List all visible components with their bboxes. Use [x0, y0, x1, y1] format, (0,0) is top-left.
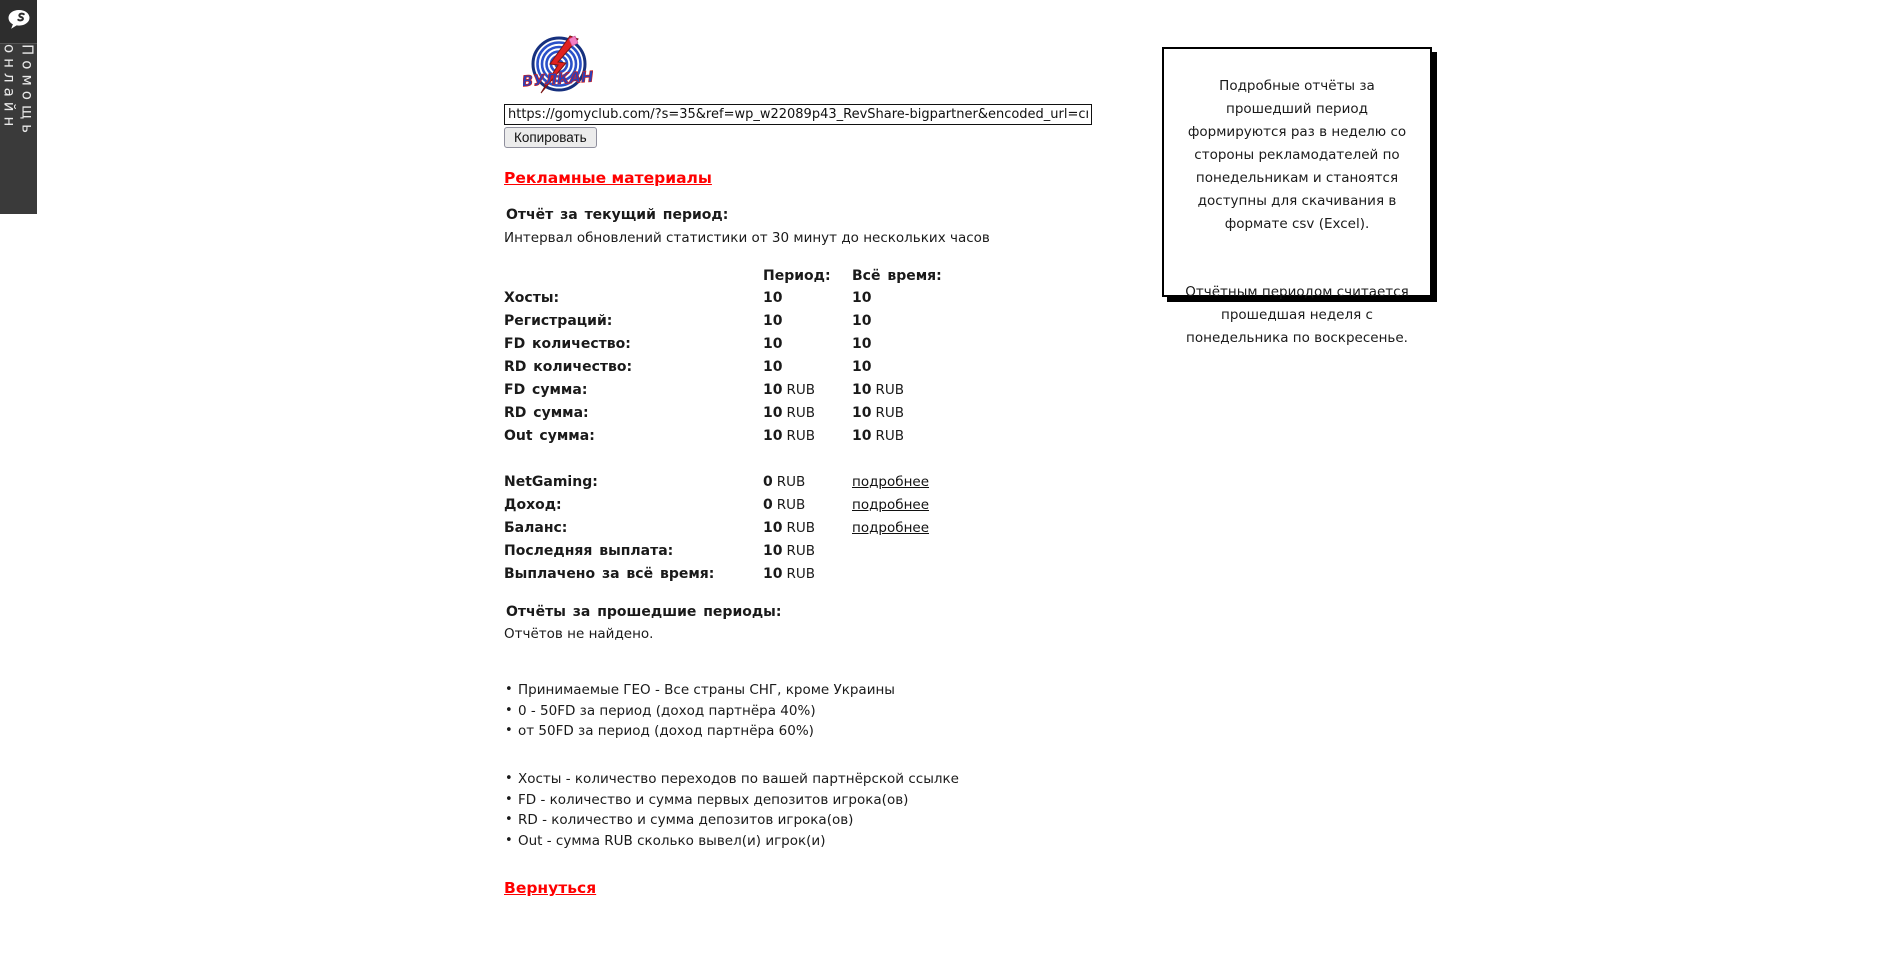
chat-icon-box[interactable] — [0, 0, 37, 44]
finance-label: Последняя выплата: — [504, 543, 674, 559]
finance-row — [504, 497, 1024, 520]
details-link[interactable]: подробнее — [852, 497, 930, 513]
finance-label: NetGaming: — [504, 474, 598, 490]
finance-value: 10 RUB — [763, 566, 816, 582]
finance-value: 10 RUB — [763, 543, 816, 559]
stat-label: Хосты: — [504, 290, 560, 306]
stat-alltime-value: 10 — [852, 290, 872, 306]
finance-row — [504, 474, 1024, 497]
stats-row — [504, 428, 1024, 451]
terms-notes-list — [504, 769, 959, 851]
finance-label: Выплачено за всё время: — [504, 566, 715, 582]
stat-period-value: 10 — [763, 313, 783, 329]
copy-button[interactable]: Копировать — [504, 127, 597, 148]
help-online-tab[interactable] — [0, 0, 37, 214]
finance-value: 0 RUB — [763, 474, 806, 490]
note-item: • Принимаемые ГЕО - Все страны СНГ, кроме Украины — [504, 680, 895, 701]
interval-note: Интервал обновлений статистики от 30 минут до нескольких часов — [504, 230, 990, 246]
stats-table — [504, 268, 1024, 451]
stat-alltime-value: 10 RUB — [852, 405, 905, 421]
stat-label: FD сумма: — [504, 382, 588, 398]
stat-alltime-value: 10 — [852, 313, 872, 329]
chat-bubble-icon — [7, 9, 31, 34]
stats-row — [504, 290, 1024, 313]
note-item: • Out - сумма RUB сколько вывел(и) игрок(и) — [504, 831, 959, 852]
note-item: • FD - количество и сумма первых депозитов игрока(ов) — [504, 790, 959, 811]
finance-row — [504, 543, 1024, 566]
col-period: Период: — [763, 268, 831, 284]
finance-value: 0 RUB — [763, 497, 806, 513]
stat-label: Out сумма: — [504, 428, 595, 444]
stat-alltime-value: 10 RUB — [852, 382, 905, 398]
finance-value: 10 RUB — [763, 520, 816, 536]
stat-period-value: 10 — [763, 336, 783, 352]
stats-row — [504, 336, 1024, 359]
stat-period-value: 10 RUB — [763, 382, 816, 398]
chat-tab-label-box[interactable] — [0, 44, 37, 214]
reports-info-box — [1162, 47, 1432, 346]
details-link[interactable]: подробнее — [852, 474, 930, 490]
finance-label: Доход: — [504, 497, 562, 513]
stat-period-value: 10 — [763, 290, 783, 306]
stat-period-value: 10 RUB — [763, 428, 816, 444]
past-reports-heading: Отчёты за прошедшие периоды: — [506, 604, 782, 620]
stats-row — [504, 405, 1024, 428]
finance-row — [504, 566, 1024, 589]
past-reports-section — [506, 604, 781, 642]
stats-header-row — [504, 268, 1024, 290]
stat-alltime-value: 10 RUB — [852, 428, 905, 444]
note-item: • Хосты - количество переходов по вашей партнёрской ссылке — [504, 769, 959, 790]
finance-row — [504, 520, 1024, 543]
note-item: • RD - количество и сумма депозитов игрока(ов) — [504, 810, 959, 831]
stat-alltime-value: 10 — [852, 336, 872, 352]
details-link[interactable]: подробнее — [852, 520, 930, 536]
stat-period-value: 10 — [763, 359, 783, 375]
referral-url-input[interactable] — [504, 104, 1092, 125]
stat-label: RD сумма: — [504, 405, 589, 421]
stat-label: RD количество: — [504, 359, 633, 375]
info-paragraph-1: Подробные отчёты за прошедший период формируются раз в неделю со стороны рекламодателей по понедельникам и станоятся доступны для скачивания в формате csv (Excel). — [1187, 78, 1407, 232]
stat-label: Регистраций: — [504, 313, 613, 329]
stat-label: FD количество: — [504, 336, 631, 352]
note-item: • от 50FD за период (доход партнёра 60%) — [504, 721, 895, 742]
info-paragraph-2: Отчётным периодом считается прошедшая неделя с понедельника по воскресенье. — [1185, 284, 1409, 346]
note-item: • 0 - 50FD за период (доход партнёра 40%) — [504, 701, 895, 722]
stats-row — [504, 382, 1024, 405]
logo-text: ВУЛКАН — [523, 67, 593, 91]
finance-table — [504, 474, 1024, 589]
stats-row — [504, 359, 1024, 382]
past-reports-empty: Отчётов не найдено. — [504, 626, 654, 642]
stat-alltime-value: 10 — [852, 359, 872, 375]
stats-row — [504, 313, 1024, 336]
geo-notes-list — [504, 680, 895, 742]
promo-materials-link[interactable]: Рекламные материалы — [504, 169, 712, 187]
col-alltime: Всё время: — [852, 268, 942, 284]
back-link[interactable]: Вернуться — [504, 879, 597, 897]
stat-period-value: 10 RUB — [763, 405, 816, 421]
current-period-heading: Отчёт за текущий период: — [506, 207, 729, 223]
chat-tab-label: Помощь онлайн — [0, 44, 37, 138]
vulkan-logo — [523, 33, 593, 97]
finance-label: Баланс: — [504, 520, 568, 536]
